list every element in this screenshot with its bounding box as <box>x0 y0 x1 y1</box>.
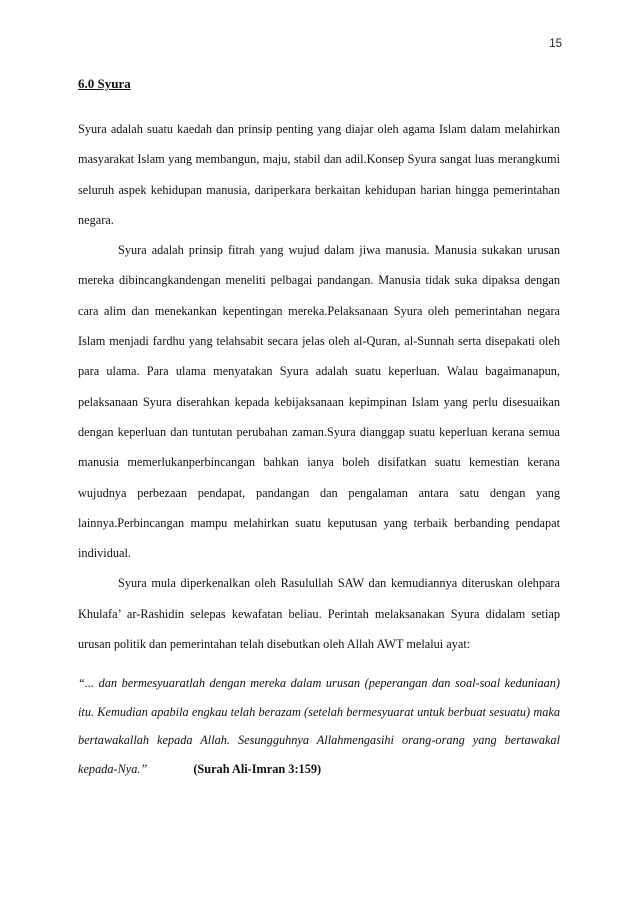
quranic-quote <box>78 669 560 783</box>
section-heading: 6.0 Syura <box>78 76 131 91</box>
paragraph-3: Syura mula diperkenalkan oleh Rasulullah SAW dan kemudiannya diteruskan olehpara Khulafa’ ar-Rashidin selepas kewafatan beliau. Perintah melaksanakan Syura didalam setiap urusan politik dan pemerintahan telah disebutkan oleh Allah AWT melalui ayat: <box>78 576 560 652</box>
page-number: 15 <box>549 38 562 50</box>
quote-source: (Surah Ali-Imran 3:159) <box>193 761 322 776</box>
paragraph-1: Syura adalah suatu kaedah dan prinsip penting yang diajar oleh agama Islam dalam melahirkan masyarakat Islam yang membangun, maju, stabil dan adil.Konsep Syura sangat luas merangkumi seluruh aspek kehidupan manusia, dariperkara berkaitan kehidupan harian hingga pemerintahan negara. <box>78 122 560 227</box>
document-body <box>78 76 560 783</box>
quote-text: “... dan bermesyuaratlah dengan mereka dalam urusan (peperangan dan soal-soal keduniaan) itu. Kemudian apabila engkau telah berazam (setelah bermesyuarat untuk berbuat sesuatu) maka bertawakallah kepada Allah. Sesungguhnya Allahmengasihi orang-orang yang bertawakal kepada-Nya.” <box>78 676 560 776</box>
paragraph-2: Syura adalah prinsip fitrah yang wujud dalam jiwa manusia. Manusia sukakan urusan mereka dibincangkandengan meneliti pelbagai pandangan. Manusia tidak suka dipaksa dengan cara alim dan menekankan kepentingan mereka.Pelaksanaan Syura oleh pemerintahan negara Islam menjadi fardhu yang telahsabit secara jelas oleh al-Quran, al-Sunnah serta disepakati oleh para ulama. Para ulama menyatakan Syura adalah suatu keperluan. Walau bagaimanapun, pelaksanaan Syura diserahkan kepada kebijaksanaan kepimpinan Islam yang perlu disesuaikan dengan keperluan dan tuntutan perubahan zaman.Syura dianggap suatu keperluan kerana semua manusia memerlukanperbincangan bahkan ianya boleh disifatkan suatu kemestian kerana wujudnya perbezaan pendapat, pandangan dan pengalaman antara satu dengan yang lainnya.Perbincangan mampu melahirkan suatu keputusan yang terbaik berbanding pendapat individual. <box>78 243 560 561</box>
